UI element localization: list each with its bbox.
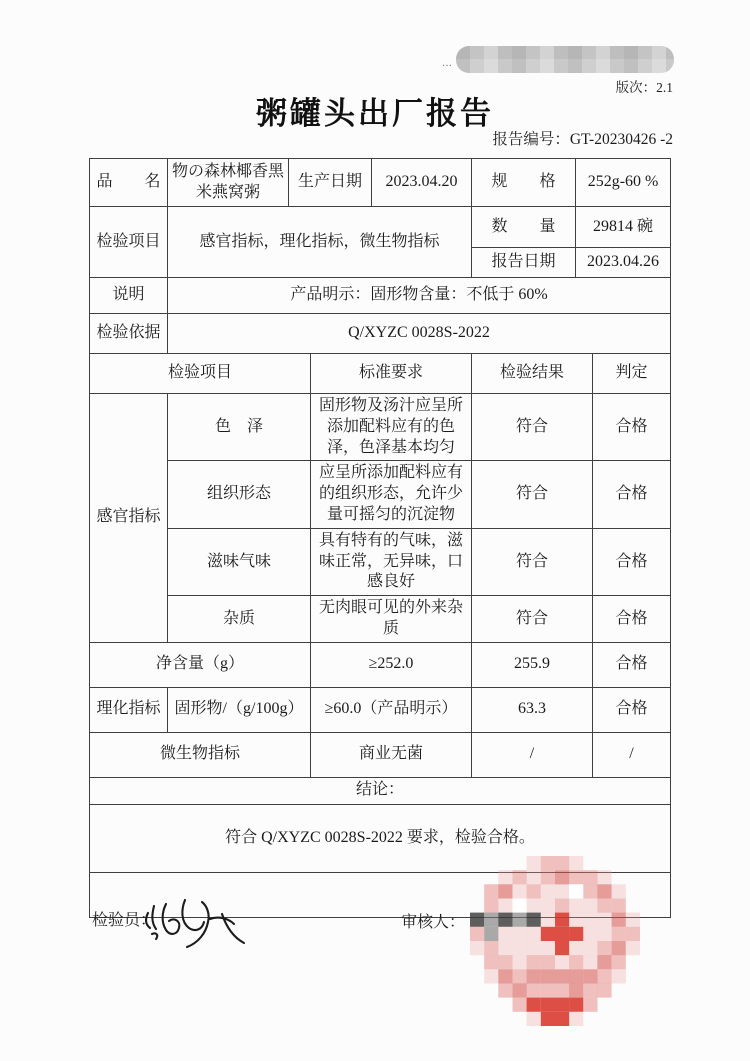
- company-stamp: [470, 856, 640, 1031]
- version-label: 版次：2.1: [615, 80, 673, 95]
- table-row: [90, 596, 671, 643]
- page-title: 粥罐头出厂报告: [256, 96, 494, 131]
- table-row: [90, 461, 671, 528]
- result-value: /: [472, 732, 593, 777]
- result-verdict: /: [593, 732, 671, 777]
- prod-date-label: 生产日期: [289, 159, 372, 207]
- result-verdict: 合格: [593, 642, 671, 687]
- inspector-signature: [140, 891, 252, 960]
- table-row: [90, 528, 671, 595]
- result-value: 符合: [472, 394, 593, 461]
- result-item: 杂质: [168, 596, 311, 643]
- physchem-group-label: 理化指标: [90, 687, 168, 732]
- conclusion-text: 符合 Q/XYZC 0028S-2022 要求，检验合格。: [90, 804, 671, 872]
- prod-date-value: 2023.04.20: [372, 159, 472, 207]
- redacted-company-name: [456, 46, 674, 73]
- table-row: [90, 278, 671, 314]
- table-row: [90, 732, 671, 777]
- col-header-item: 检验项目: [90, 354, 311, 394]
- sensory-group-label: 感官指标: [90, 394, 168, 643]
- spec-label: 规 格: [472, 159, 576, 207]
- spec-value: 252g-60 %: [576, 159, 671, 207]
- reviewer-label: 审核人：: [401, 914, 466, 931]
- result-requirement: ≥252.0: [311, 642, 472, 687]
- report-table: [89, 158, 671, 918]
- result-requirement: 应呈所添加配料应有的组织形态，允许少量可摇匀的沉淀物: [311, 461, 472, 528]
- table-row: [90, 687, 671, 732]
- basis-value: Q/XYZC 0028S-2022: [168, 314, 671, 354]
- table-row: [90, 314, 671, 354]
- result-verdict: 合格: [593, 596, 671, 643]
- table-row: [90, 394, 671, 461]
- col-header-requirement: 标准要求: [311, 354, 472, 394]
- results-header-row: [90, 354, 671, 394]
- result-verdict: 合格: [593, 687, 671, 732]
- product-label: 品 名: [90, 159, 168, 207]
- result-verdict: 合格: [593, 528, 671, 595]
- result-item: 净含量（g）: [90, 642, 311, 687]
- scan-artifact-dots: …: [442, 58, 453, 69]
- result-item: 组织形态: [168, 461, 311, 528]
- result-requirement: 无肉眼可见的外来杂质: [311, 596, 472, 643]
- result-value: 符合: [472, 528, 593, 595]
- note-label: 说明: [90, 278, 168, 314]
- product-name: 物の森林椰香黑米燕窝粥: [168, 159, 289, 207]
- result-value: 63.3: [472, 687, 593, 732]
- result-value: 符合: [472, 596, 593, 643]
- report-number: 报告编号：GT-20230426 -2: [492, 131, 673, 148]
- result-verdict: 合格: [593, 461, 671, 528]
- report-date-label: 报告日期: [472, 248, 576, 278]
- result-requirement: 商业无菌: [311, 732, 472, 777]
- result-requirement: 固形物及汤汁应呈所添加配料应有的色泽，色泽基本均匀: [311, 394, 472, 461]
- inspector-label: 检验员：: [92, 912, 157, 929]
- table-row: [90, 642, 671, 687]
- inspect-items-label: 检验项目: [90, 207, 168, 278]
- result-item: 微生物指标: [90, 732, 311, 777]
- table-row: [90, 777, 671, 804]
- result-item: 色 泽: [168, 394, 311, 461]
- note-value: 产品明示：固形物含量：不低于 60%: [168, 278, 671, 314]
- table-row: [90, 159, 671, 207]
- col-header-verdict: 判定: [593, 354, 671, 394]
- quantity-value: 29814 碗: [576, 207, 671, 248]
- col-header-result: 检验结果: [472, 354, 593, 394]
- result-value: 255.9: [472, 642, 593, 687]
- report-date-value: 2023.04.26: [576, 248, 671, 278]
- result-item: 滋味气味: [168, 528, 311, 595]
- result-item: 固形物/（g/100g）: [168, 687, 311, 732]
- result-value: 符合: [472, 461, 593, 528]
- basis-label: 检验依据: [90, 314, 168, 354]
- result-verdict: 合格: [593, 394, 671, 461]
- table-row: [90, 207, 671, 248]
- result-requirement: ≥60.0（产品明示）: [311, 687, 472, 732]
- conclusion-label: 结论：: [90, 777, 671, 804]
- result-requirement: 具有特有的气味，滋味正常，无异味，口感良好: [311, 528, 472, 595]
- inspect-items-value: 感官指标，理化指标，微生物指标: [168, 207, 472, 278]
- quantity-label: 数 量: [472, 207, 576, 248]
